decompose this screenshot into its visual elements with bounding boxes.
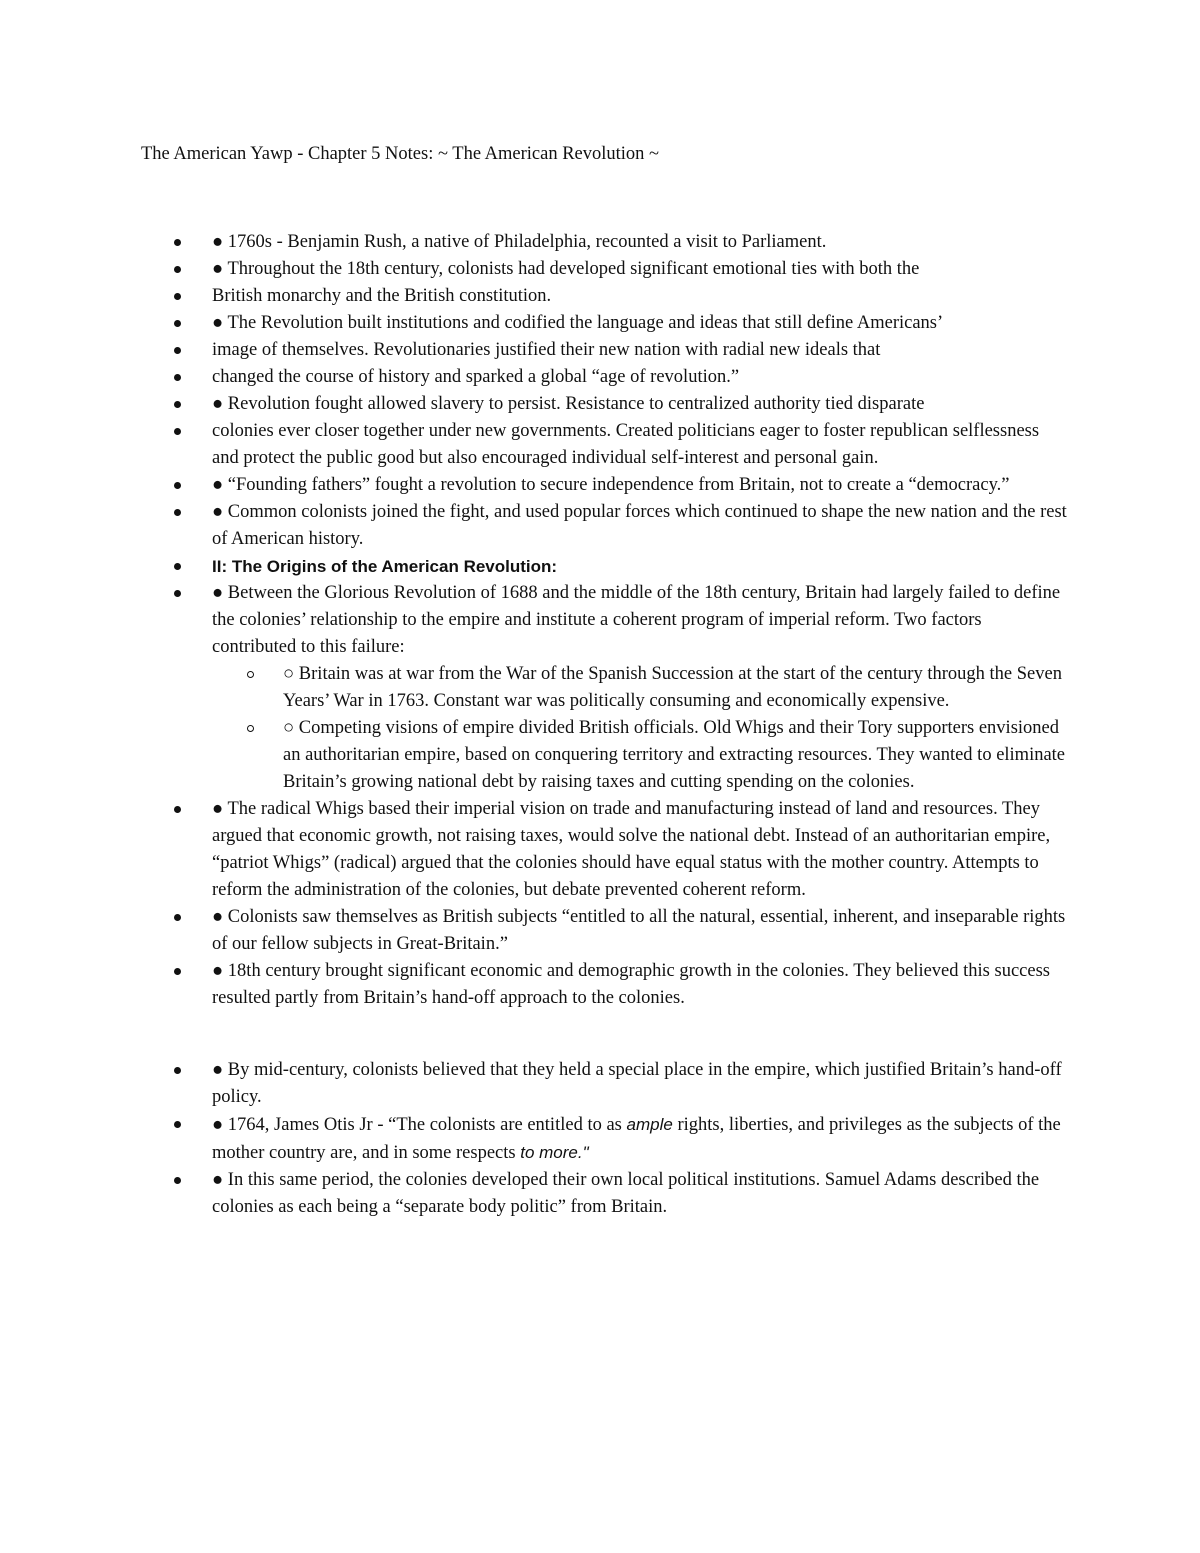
list-item-text: image of themselves. Revolutionaries justified their new nation with radial new ideals that (212, 340, 881, 360)
bullet-icon (172, 418, 184, 445)
section-heading-item (0, 553, 1200, 580)
document-title: The American Yawp - Chapter 5 Notes: ~ The American Revolution ~ (141, 144, 660, 164)
list-item-text: ● Colonists saw themselves as British subjects “entitled to all the natural, essential, inherent, and inseparable rights of our fellow subjects in Great-Britain.” (212, 907, 1066, 954)
circle-bullet-icon (245, 661, 257, 688)
list-item (0, 283, 1200, 310)
bullet-icon (172, 310, 184, 337)
sub-list-item (0, 661, 1200, 715)
list-item (0, 1111, 1200, 1167)
list-item (0, 796, 1200, 904)
bullet-icon (172, 499, 184, 526)
list-item-text: changed the course of history and sparked a global “age of revolution.” (212, 367, 740, 387)
bullet-icon (172, 1167, 184, 1194)
list-item (0, 958, 1200, 1012)
list-item-text: ● Throughout the 18th century, colonists had developed significant emotional ties with both the (212, 259, 920, 279)
list-item (0, 1057, 1200, 1111)
list-item-text: colonies ever closer together under new governments. Created politicians eager to foster republican selflessness and protect the public good but also encouraged individual self-interest and personal gain. (212, 421, 1040, 468)
bullet-icon (172, 904, 184, 931)
list-item (0, 1167, 1200, 1221)
list-item (0, 337, 1200, 364)
notes-list (0, 229, 1200, 1221)
bullet-icon (172, 364, 184, 391)
list-item-text: ● Revolution fought allowed slavery to persist. Resistance to centralized authority tied disparate (212, 394, 925, 414)
bullet-icon (172, 472, 184, 499)
list-item (0, 364, 1200, 391)
list-item-text: ● Between the Glorious Revolution of 1688 and the middle of the 18th century, Britain had largely failed to define the colonies’ relationship to the empire and institute a coherent program of imperial reform. Two factors contributed to this failure: (212, 583, 1061, 657)
bullet-icon (172, 580, 184, 607)
circle-bullet-icon (245, 715, 257, 742)
sub-list-item (0, 715, 1200, 796)
list-item (0, 904, 1200, 958)
list-item-text: British monarchy and the British constitution. (212, 286, 552, 306)
list-item (0, 256, 1200, 283)
quote-text-middle: rights, liberties, and privileges as the subjects of the mother country are, and in some respects (212, 1115, 1061, 1163)
quote-item-text (212, 1111, 1070, 1167)
list-item (0, 310, 1200, 337)
list-item-text: ● 1760s - Benjamin Rush, a native of Philadelphia, recounted a visit to Parliament. (212, 232, 827, 252)
list-item-text: ● 18th century brought significant economic and demographic growth in the colonies. They believed this success resulted partly from Britain’s hand-off approach to the colonies. (212, 961, 1050, 1008)
spacer (0, 1012, 1200, 1057)
bullet-icon (172, 391, 184, 418)
bullet-icon (172, 229, 184, 256)
section-heading: II: The Origins of the American Revolution: (212, 557, 558, 576)
bullet-icon (172, 256, 184, 283)
bullet-icon (172, 796, 184, 823)
list-item (0, 391, 1200, 418)
list-item-text: ● By mid-century, colonists believed that they held a special place in the empire, which justified Britain’s hand-off policy. (212, 1060, 1062, 1107)
list-item (0, 418, 1200, 472)
list-item-text: ● Common colonists joined the fight, and used popular forces which continued to shape the new nation and the rest of American history. (212, 502, 1067, 549)
bullet-icon (172, 958, 184, 985)
bullet-icon (172, 553, 184, 580)
bullet-icon (172, 1111, 184, 1138)
quote-text-start: ● 1764, James Otis Jr - “The colonists are entitled to as (212, 1115, 627, 1135)
bullet-icon (172, 283, 184, 310)
list-item-text: ● The radical Whigs based their imperial vision on trade and manufacturing instead of land and resources. They argued that economic growth, not raising taxes, would solve the national debt. Instead of an authoritarian empire, “patriot Whigs” (radical) argued that the colonies should have equal status with the mother country. Attempts to reform the administration of the colonies, but debate prevented coherent reform. (212, 799, 1051, 900)
list-item-text: ● “Founding fathers” fought a revolution to secure independence from Britain, not to create a “democracy.” (212, 475, 1010, 495)
list-item (0, 580, 1200, 661)
list-item (0, 472, 1200, 499)
quote-emphasis-to-more: to more." (520, 1143, 589, 1162)
list-item-text: ○ Britain was at war from the War of the Spanish Succession at the start of the century through the Seven Years’ War in 1763. Constant war was politically consuming and economically expensive. (283, 664, 1062, 711)
list-item (0, 229, 1200, 256)
list-item (0, 499, 1200, 553)
list-item-text: ● The Revolution built institutions and codified the language and ideas that still define Americans’ (212, 313, 944, 333)
bullet-icon (172, 1057, 184, 1084)
bullet-icon (172, 337, 184, 364)
list-item-text: ○ Competing visions of empire divided British officials. Old Whigs and their Tory supporters envisioned an authoritarian empire, based on conquering territory and extracting resources. They wanted to eliminate Britain’s growing national debt by raising taxes and cutting spending on the colonies. (283, 718, 1066, 792)
quote-emphasis-ample: ample (626, 1115, 673, 1134)
list-item-text: ● In this same period, the colonies developed their own local political institutions. Samuel Adams described the colonies as each being a “separate body politic” from Britain. (212, 1170, 1040, 1217)
